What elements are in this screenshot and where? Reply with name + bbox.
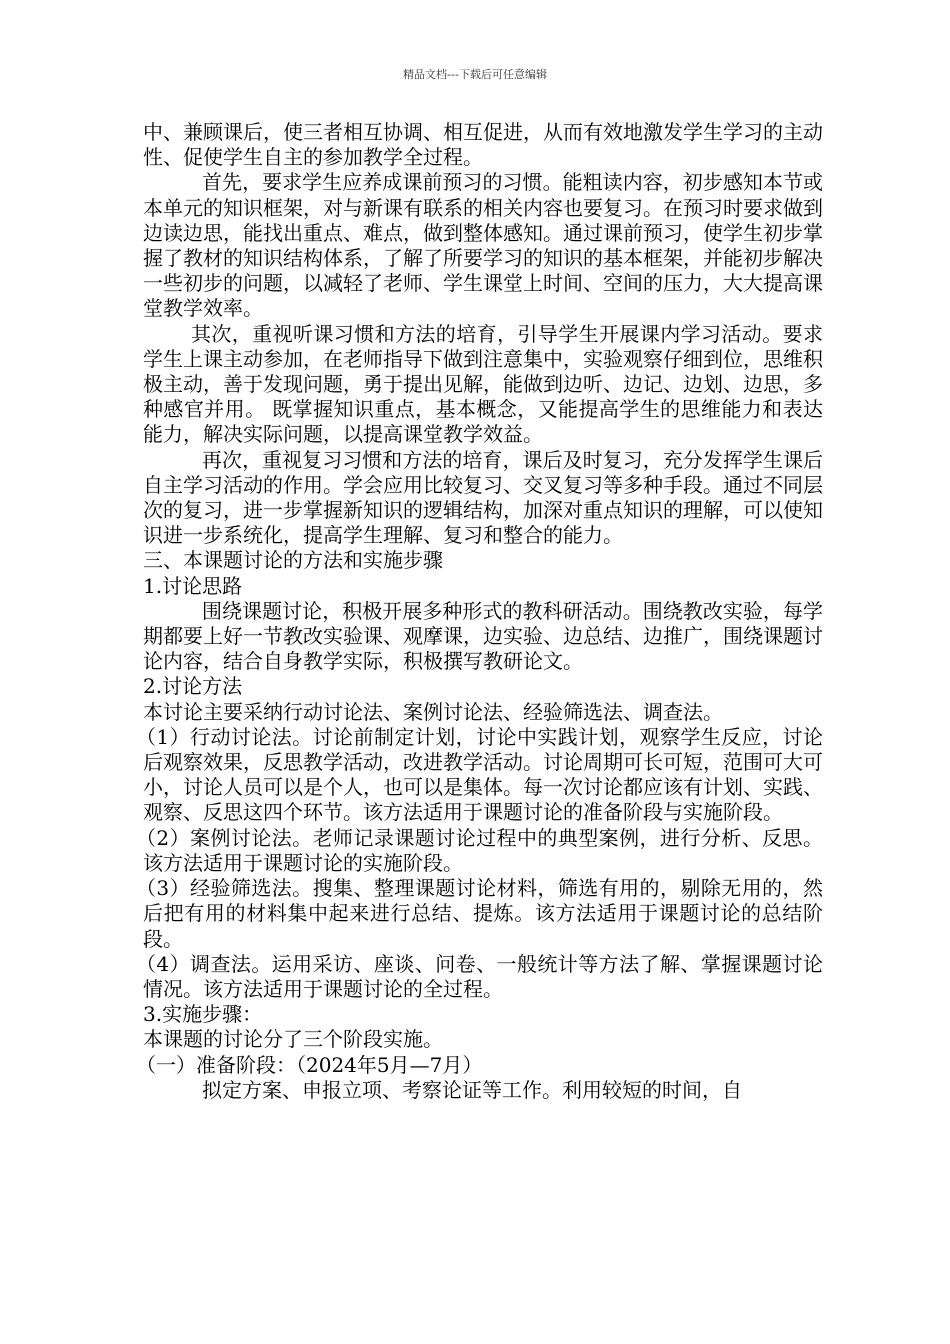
list-item: （3）经验筛选法。搜集、整理课题讨论材料，筛选有用的，剔除无用的，然后把有用的材料集中起来进行总结、提炼。该方法适用于课题讨论的总结阶段。 xyxy=(136,876,823,951)
document-body xyxy=(136,120,823,1103)
page-header: 精品文档---下载后可任意编辑 xyxy=(403,68,547,81)
subsection-heading: 2.讨论方法 xyxy=(143,674,243,699)
paragraph: 本讨论主要采纳行动讨论法、案例讨论法、经验筛选法、调查法。 xyxy=(143,699,723,724)
subsection-heading: 1.讨论思路 xyxy=(143,573,243,598)
stage-heading: （一）准备阶段：（2024年5月—7月） xyxy=(136,1052,483,1077)
list-item: （1）行动讨论法。讨论前制定计划，讨论中实践计划，观察学生反应，讨论后观察效果，反思教学活动，改进教学活动。讨论周期可长可短，范围可大可小，讨论人员可以是个人，也可以是集体。每一次讨论都应该有计划、实践、观察、反思这四个环节。该方法适用于课题讨论的准备阶段与实施阶段。 xyxy=(136,724,823,825)
paragraph: 本课题的讨论分了三个阶段实施。 xyxy=(143,1027,443,1052)
subsection-heading: 3.实施步骤： xyxy=(143,1002,263,1027)
section-heading: 三、本课题讨论的方法和实施步骤 xyxy=(143,548,443,573)
paragraph: 围绕课题讨论，积极开展多种形式的教科研活动。围绕教改实验，每学期都要上好一节教改实验课、观摩课，边实验、边总结、边推广，围绕课题讨论内容，结合自身教学实际，积极撰写教研论文。 xyxy=(143,598,823,674)
paragraph: 中、兼顾课后，使三者相互协调、相互促进，从而有效地激发学生学习的主动性、促使学生自主的参加教学全过程。 xyxy=(143,120,823,170)
list-item: （4）调查法。运用采访、座谈、问卷、一般统计等方法了解、掌握课题讨论情况。该方法适用于课题讨论的全过程。 xyxy=(136,951,823,1001)
list-item: （2）案例讨论法。老师记录课题讨论过程中的典型案例，进行分析、反思。该方法适用于课题讨论的实施阶段。 xyxy=(136,825,823,875)
paragraph: 再次，重视复习习惯和方法的培育，课后及时复习，充分发挥学生课后自主学习活动的作用。学会应用比较复习、交叉复习等多种手段。通过不同层次的复习，进一步掌握新知识的逻辑结构，加深对重点知识的理解，可以使知识进一步系统化，提高学生理解、复习和整合的能力。 xyxy=(143,447,823,548)
paragraph: 其次，重视听课习惯和方法的培育，引导学生开展课内学习活动。要求学生上课主动参加，在老师指导下做到注意集中，实验观察仔细到位，思维积极主动，善于发现问题，勇于提出见解，能做到边听、边记、边划、边思，多种感官并用。 既掌握知识重点，基本概念，又能提高学生的思维能力和表达能力，解决实际问题，以提高课堂教学效益。 xyxy=(143,321,823,447)
paragraph: 拟定方案、申报立项、考察论证等工作。利用较短的时间，自 xyxy=(202,1077,742,1102)
paragraph: 首先，要求学生应养成课前预习的习惯。能粗读内容，初步感知本节或本单元的知识框架，对与新课有联系的相关内容也要复习。在预习时要求做到边读边思，能找出重点、难点，做到整体感知。通过课前预习，使学生初步掌握了教材的知识结构体系，了解了所要学习的知识的基本框架，并能初步解决一些初步的问题，以减轻了老师、学生课堂上时间、空间的压力，大大提高课堂教学效率。 xyxy=(143,170,823,321)
